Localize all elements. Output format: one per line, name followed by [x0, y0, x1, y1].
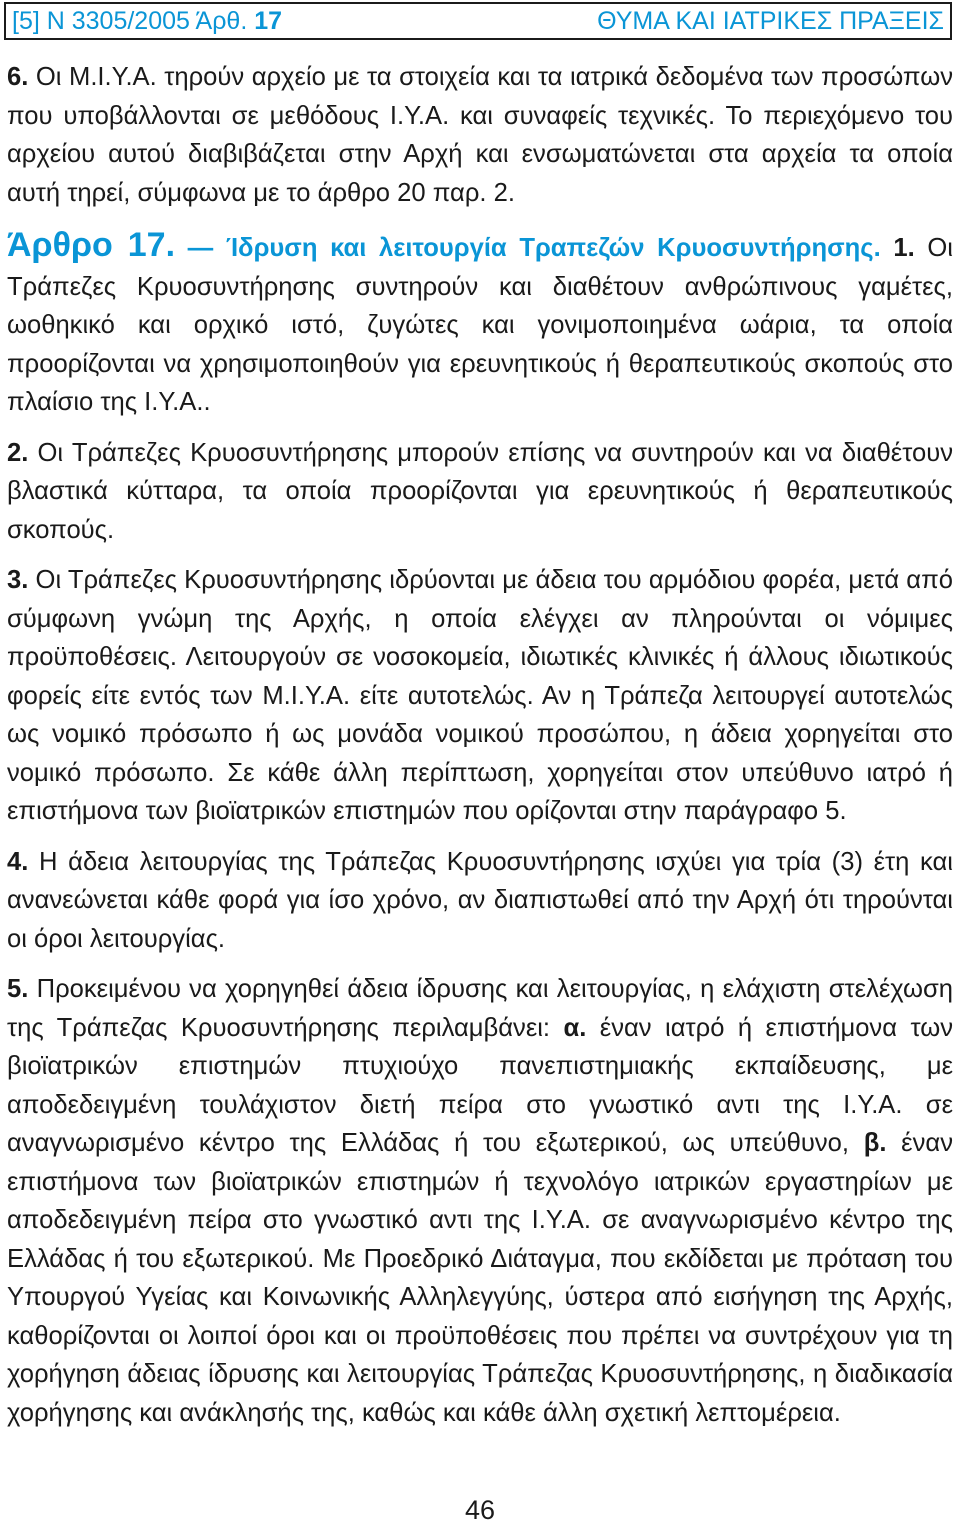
paragraph-number: 1.	[880, 234, 915, 262]
header-law: Ν 3305/2005	[46, 6, 190, 35]
paragraph-6-previous	[7, 58, 953, 212]
paragraph-text: έναν επιστήμονα των βιοϊατρικών επιστημών ή τεχνολόγο ιατρικών εργαστηρίων με αποδεδειγμένη πείρα στο γνωστικό αντι της Ι.Υ.Α. σε αναγνωρισμένο κέντρο της Ελλάδας ή του εξωτερικού. Με Προεδρικό Διάταγμα, που εκδίδεται με πρόταση του Υπουργού Υγείας και Κοινωνικής Αλληλεγγύης, ύστερα από εισήγηση της Αρχής, καθορίζονται οι λοιποί όροι και οι προϋποθέσεις που πρέπει να συντρέχουν για τη χορήγηση άδειας ίδρυσης και λειτουργίας Τράπεζας Κρυοσυντήρησης, η διαδικασία χορήγησης και ανάκλησής της, καθώς και κάθε άλλη σχετική λεπτομέρεια.	[7, 1129, 953, 1427]
paragraph-article-17-1	[7, 226, 953, 422]
running-header	[4, 2, 952, 40]
article-dash: —	[175, 234, 214, 262]
header-ref: [5]	[12, 6, 40, 35]
paragraph-text: έναν ιατρό ή επιστήμονα των βιοϊατρικών επιστημών πτυχιούχο πανεπιστημιακής εκπαίδευσης, με αποδεδειγμένη τουλάχιστον διετή πείρα στο γνωστικό αντι της Ι.Υ.Α. σε αναγνωρισμένο κέντρο της Ελλάδας ή του εξωτερικού, ως υπεύθυνο,	[7, 1013, 953, 1157]
paragraph-3	[7, 561, 953, 831]
header-section-title: ΘΥΜΑ ΚΑΙ ΙΑΤΡΙΚΕΣ ΠΡΑΞΕΙΣ	[597, 6, 944, 35]
header-art-num: 17	[254, 6, 283, 35]
list-marker-b: β.	[863, 1129, 887, 1157]
paragraph-number: 2.	[7, 438, 29, 467]
page-number: 46	[464, 1495, 496, 1525]
paragraph-text: Προκειμένου να χορηγηθεί άδεια ίδρυσης και λειτουργίας, η ελάχιστη στελέχωση της Τράπεζας Κρυοσυντήρησης περιλαμβάνει:	[7, 975, 953, 1042]
paragraph-number: 5.	[7, 975, 29, 1003]
paragraph-text: Οι Τράπεζες Κρυοσυντήρησης μπορούν επίσης να συντηρούν και να διαθέτουν βλαστικά κύτταρα, τα οποία προορίζονται για ερευνητικούς ή θεραπευτικούς σκοπούς.	[7, 438, 953, 544]
paragraph-number: 3.	[7, 566, 29, 594]
paragraph-number: 4.	[7, 847, 29, 876]
paragraph-text: Οι Τράπεζες Κρυοσυντήρησης ιδρύονται με άδεια του αρμόδιου φορέα, μετά από σύμφωνη γνώμη της Αρχής, η οποία ελέγχει αν πληρούνται οι νόμιμες προϋποθέσεις. Λειτουργούν σε νοσοκομεία, ιδιωτικές κλινικές ή άλλους ιδιωτικούς φορείς είτε εντός των Μ.Ι.Υ.Α. είτε αυτοτελώς. Αν η Τράπεζα λειτουργεί αυτοτελώς ως νομικό πρόσωπο ή ως μονάδα νομικού προσώπου, η άδεια χορηγείται στο νομικό πρόσωπο. Σε κάθε άλλη περίπτωση, χορηγείται στον υπεύθυνο ιατρό ή επιστήμονα των βιοϊατρικών επιστημών που ορίζονται στην παράγραφο 5.	[7, 566, 953, 825]
paragraph-text: Οι Μ.Ι.Υ.Α. τηρούν αρχείο με τα στοιχεία και τα ιατρικά δεδομένα των προσώπων που υποβάλλονται σε μεθόδους Ι.Υ.Α. και συναφείς τεχνικές. Το περιεχόμενο του αρχείου αυτού διαβιβάζεται στην Αρχή και ενσωματώνεται στα αρχεία τα οποία αυτή τηρεί, σύμφωνα με το άρθρο 20 παρ. 2.	[7, 63, 953, 207]
paragraph-text: Η άδεια λειτουργίας της Τράπεζας Κρυοσυντήρησης ισχύει για τρία (3) έτη και ανανεώνεται κάθε φορά για ίσο χρόνο, αν διαπιστωθεί από την Αρχή ότι τηρούνται οι όροι λειτουργίας.	[7, 847, 953, 953]
header-citation	[12, 6, 283, 35]
list-marker-a: α.	[563, 1013, 587, 1042]
paragraph-2	[7, 434, 953, 550]
article-body	[7, 58, 953, 1444]
article-title: Άρθρο 17.	[7, 226, 176, 264]
header-art-prefix: Άρθ.	[195, 6, 248, 35]
paragraph-number: 6.	[7, 63, 29, 91]
article-subtitle: Ίδρυση και λειτουργία Τραπεζών Κρυοσυντήρησης.	[225, 234, 881, 262]
paragraph-4	[7, 843, 953, 959]
paragraph-text: Οι Τράπεζες Κρυοσυντήρησης συντηρούν και διαθέτουν ανθρώπινους γαμέτες, ωοθηκικό και ορχικό ιστό, ζυγώτες και γονιμοποιημένα ωάρια, τα οποία προορίζονται να χρησιμοποιηθούν για ερευνητικούς ή θεραπευτικούς σκοπούς στο πλαίσιο της Ι.Υ.Α..	[7, 234, 953, 416]
paragraph-5	[7, 970, 953, 1432]
